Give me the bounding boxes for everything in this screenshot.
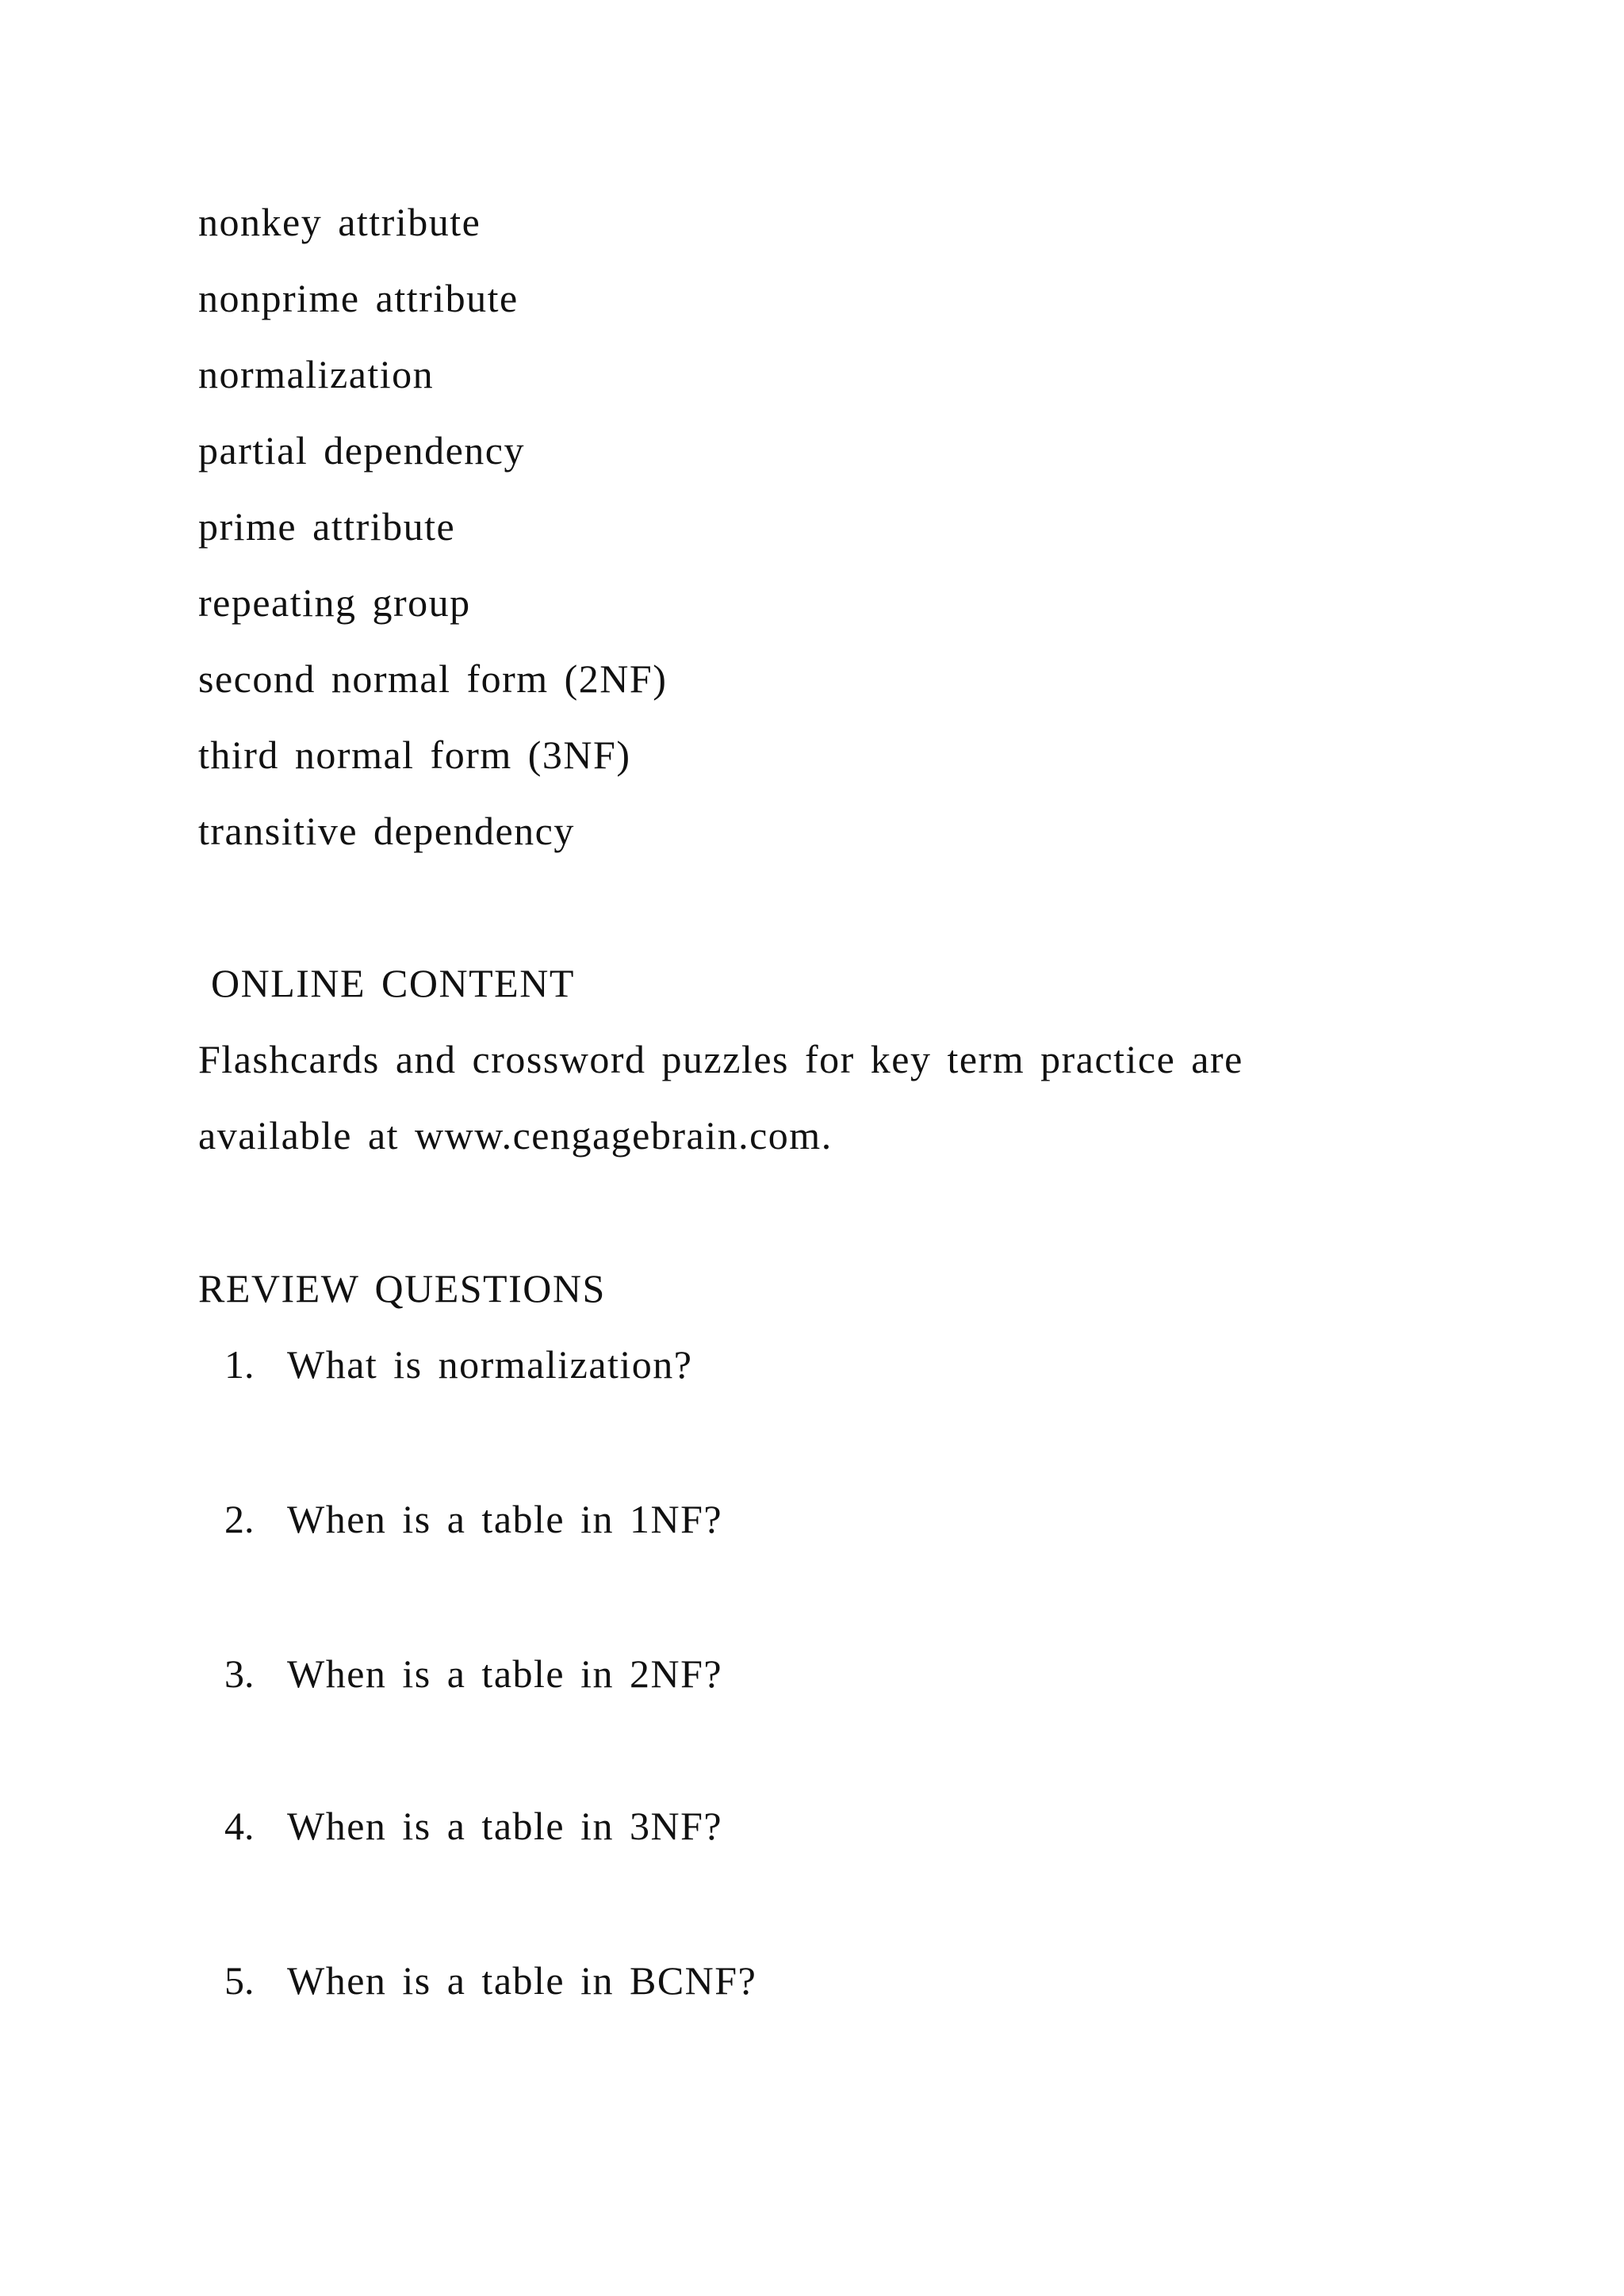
question-number: 4. [224,1804,255,1848]
review-questions-heading: REVIEW QUESTIONS [198,1266,606,1311]
question-number: 2. [224,1497,255,1541]
question-text: When is a table in 3NF? [287,1804,723,1848]
question-text: When is a table in 2NF? [287,1651,723,1696]
question-number: 1. [224,1342,255,1387]
online-content-text-line-1: Flashcards and crossword puzzles for key term practice are [198,1037,1243,1081]
question-number: 5. [224,1958,255,2003]
online-content-heading: ONLINE CONTENT [211,961,575,1005]
key-term: nonkey attribute [198,200,481,244]
key-term: transitive dependency [198,809,575,853]
key-term: normalization [198,352,435,396]
key-term: partial dependency [198,428,525,473]
key-term: repeating group [198,580,471,625]
key-term: third normal form (3NF) [198,733,631,777]
question-text: When is a table in BCNF? [287,1958,757,2003]
question-number: 3. [224,1651,255,1696]
online-content-text-line-2: available at www.cengagebrain.com. [198,1113,833,1158]
key-term: prime attribute [198,504,456,549]
key-term: nonprime attribute [198,276,519,320]
question-text: When is a table in 1NF? [287,1497,723,1541]
key-term: second normal form (2NF) [198,656,668,701]
question-text: What is normalization? [287,1342,693,1387]
